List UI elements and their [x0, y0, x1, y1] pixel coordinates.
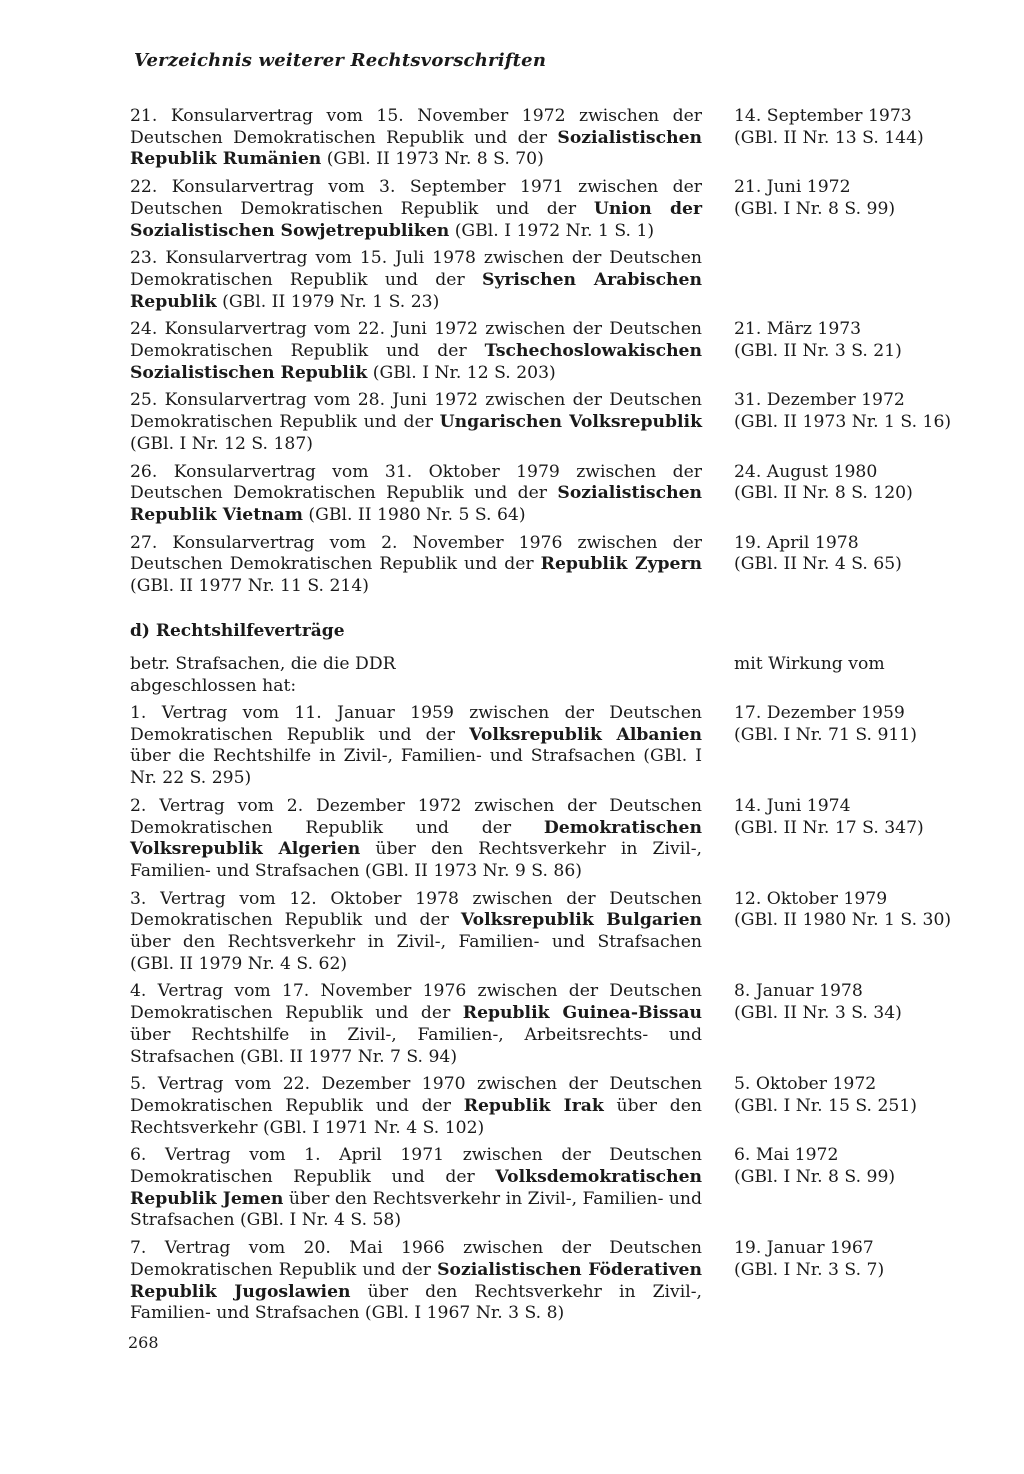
- treaty-text-lead: 21. Konsularvertrag vom 15. November 1972 zwischen der Deutschen Demokratischen Republik und der: [130, 106, 702, 148]
- treaty-text-tail: über den Rechtsverkehr in Zivil-, Familien- und Strafsachen (GBl. I Nr. 4 S. 58): [130, 1188, 703, 1231]
- effective-date-source: (GBl. I Nr. 3 S. 7): [734, 1259, 885, 1280]
- treaty-partner-name: Republik Guinea-Bissau: [462, 1003, 702, 1024]
- page-number: 268: [128, 1333, 159, 1352]
- treaty-entry: [130, 1238, 960, 1325]
- effective-date-value: 6. Mai 1972: [734, 1145, 839, 1166]
- treaty-partner-name: Syrischen Arabischen Republik: [130, 269, 702, 312]
- treaty-text-tail: über den Rechtsverkehr in Zivil-, Familien- und Strafsachen (GBl. II 1979 Nr. 4 S. 62): [130, 932, 702, 974]
- effective-date-value: 12. Oktober 1979: [734, 888, 888, 909]
- effective-date-source: (GBl. II Nr. 3 S. 34): [734, 1003, 902, 1024]
- effective-date-source: (GBl. II 1973 Nr. 1 S. 16): [734, 412, 952, 433]
- treaty-text-lead: 3. Vertrag vom 12. Oktober 1978 zwischen der Deutschen Demokratischen Republik und der: [130, 888, 702, 931]
- treaty-text-lead: 26. Konsularvertrag vom 31. Oktober 1979 zwischen der Deutschen Demokratischen Republik und der: [130, 461, 702, 504]
- treaty-partner-name: Volksrepublik Albanien: [469, 724, 702, 745]
- effective-date-value: 17. Dezember 1959: [734, 703, 905, 723]
- treaty-entry: [130, 177, 960, 242]
- treaty-partner-name: Demokratischen Volksrepublik Algerien: [130, 817, 702, 860]
- treaty-text-tail: über den Rechtsverkehr in Zivil-, Familien- und Strafsachen (GBl. II 1973 Nr. 9 S. 86): [130, 839, 702, 881]
- effective-date: [734, 981, 954, 1024]
- intro-line: betr. Strafsachen, die die DDR: [130, 654, 396, 674]
- treaty-partner-name: Union der Sozialistischen Sowjetrepubliken: [130, 198, 703, 241]
- effective-date: [734, 1145, 954, 1188]
- treaty-text: [130, 248, 702, 313]
- treaty-text-lead: 25. Konsularvertrag vom 28. Juni 1972 zwischen der Deutschen Demokratischen Republik und der: [130, 390, 702, 433]
- treaty-text-lead: 2. Vertrag vom 2. Dezember 1972 zwischen der Deutschen Demokratischen Republik und der: [130, 795, 702, 838]
- effective-date-source: (GBl. II 1980 Nr. 1 S. 30): [734, 910, 952, 931]
- treaty-text: [130, 462, 702, 527]
- effective-date: [734, 796, 954, 839]
- effective-date-source: (GBl. II Nr. 13 S. 144): [734, 127, 924, 148]
- treaty-text: [130, 796, 702, 883]
- treaty-partner-name: Volksdemokratischen Republik Jemen: [130, 1167, 702, 1209]
- effective-date-value: 31. Dezember 1972: [734, 390, 905, 411]
- treaty-text-tail: (GBl. II 1977 Nr. 11 S. 214): [130, 576, 369, 597]
- effective-date: [734, 533, 954, 576]
- effective-date: [734, 390, 954, 433]
- treaty-entry: [130, 1074, 960, 1139]
- treaty-partner-name: Ungarischen Volksrepublik: [439, 412, 702, 433]
- treaty-text-tail: über Rechtshilfe in Zivil-, Familien-, Arbeitsrechts- und Strafsachen (GBl. II 1977 Nr. 7 S. 94): [130, 1024, 702, 1067]
- treaty-partner-name: Republik Zypern: [540, 554, 702, 575]
- effective-date-value: 21. März 1973: [734, 319, 862, 340]
- treaty-text-lead: 6. Vertrag vom 1. April 1971 zwischen der Deutschen Demokratischen Republik und der: [130, 1145, 702, 1188]
- effective-date-source: (GBl. I Nr. 8 S. 99): [734, 1167, 896, 1188]
- treaty-entry: [130, 248, 960, 313]
- effective-date: [734, 1238, 954, 1281]
- treaty-entry: [130, 796, 960, 883]
- effective-date-source: (GBl. II Nr. 3 S. 21): [734, 341, 902, 362]
- treaty-text-tail: über den Rechtsverkehr in Zivil-, Familien- und Strafsachen (GBl. I 1967 Nr. 3 S. 8): [130, 1281, 702, 1324]
- effective-date-value: 14. Juni 1974: [734, 795, 851, 816]
- treaty-text-tail: (GBl. I Nr. 12 S. 187): [130, 433, 313, 454]
- effective-date: [734, 462, 954, 505]
- section-intro-text: [130, 654, 702, 697]
- effective-date-value: 8. Januar 1978: [734, 981, 863, 1002]
- effective-date: [734, 703, 954, 746]
- effective-date-source: (GBl. II Nr. 8 S. 120): [734, 483, 913, 504]
- intro-line: abgeschlossen hat:: [130, 675, 297, 696]
- section-heading: d) Rechtshilfeverträge: [130, 621, 345, 641]
- treaty-entry: [130, 390, 960, 455]
- treaty-entry: [130, 533, 960, 598]
- effective-date-source: (GBl. I Nr. 15 S. 251): [734, 1095, 917, 1116]
- effective-date: [734, 319, 954, 362]
- effective-date-source: (GBl. I Nr. 71 S. 911): [734, 724, 917, 745]
- treaty-text-tail: (GBl. II 1979 Nr. 1 S. 23): [216, 291, 440, 312]
- treaty-text-tail: (GBl. I Nr. 12 S. 203): [367, 362, 556, 383]
- treaty-entry: [130, 981, 960, 1068]
- effective-date-source: (GBl. I Nr. 8 S. 99): [734, 198, 896, 219]
- treaty-text: [130, 889, 702, 976]
- treaty-entry: [130, 1145, 960, 1232]
- treaty-text-lead: 24. Konsularvertrag vom 22. Juni 1972 zwischen der Deutschen Demokratischen Republik und der: [130, 319, 702, 362]
- treaty-text: [130, 981, 702, 1068]
- treaty-text: [130, 177, 702, 242]
- treaty-entry: [130, 319, 960, 384]
- effective-date-value: 24. August 1980: [734, 461, 878, 482]
- treaty-entry: [130, 106, 960, 171]
- effective-date-source: (GBl. II Nr. 17 S. 347): [734, 817, 924, 838]
- treaty-text: [130, 1074, 702, 1139]
- effective-date: [734, 106, 954, 149]
- section-intro: [130, 654, 960, 697]
- treaty-text-tail: über die Rechtshilfe in Zivil-, Familien- und Strafsachen (GBl. I Nr. 22 S. 295): [130, 746, 702, 789]
- effective-date-label: mit Wirkung vom: [734, 654, 885, 674]
- treaty-text: [130, 106, 702, 171]
- treaty-text: [130, 1238, 702, 1325]
- effective-date-source: (GBl. II Nr. 4 S. 65): [734, 554, 902, 575]
- treaty-entry: [130, 889, 960, 976]
- treaty-text: [130, 703, 702, 790]
- treaty-text-tail: (GBl. II 1980 Nr. 5 S. 64): [302, 504, 526, 525]
- effective-date-value: 5. Oktober 1972: [734, 1074, 877, 1095]
- legal-aid-treaty-list: [130, 703, 960, 1331]
- treaty-partner-name: Sozialistischen Republik Vietnam: [130, 483, 702, 525]
- effective-date-value: 19. April 1978: [734, 532, 859, 553]
- effective-date: [734, 1074, 954, 1117]
- treaty-text-tail: (GBl. I 1972 Nr. 1 S. 1): [449, 220, 655, 241]
- treaty-partner-name: Republik Irak: [463, 1095, 604, 1116]
- effective-date: [734, 889, 954, 932]
- treaty-partner-name: Sozialistischen Föderativen Republik Jugoslawien: [130, 1259, 702, 1302]
- treaty-text: [130, 1145, 702, 1232]
- treaty-entry: [130, 703, 960, 790]
- treaty-text-lead: 22. Konsularvertrag vom 3. September 1971 zwischen der Deutschen Demokratischen Republik und der: [130, 177, 702, 219]
- treaty-text-lead: 7. Vertrag vom 20. Mai 1966 zwischen der Deutschen Demokratischen Republik und der: [130, 1238, 702, 1280]
- treaty-text: [130, 319, 702, 384]
- effective-date: [734, 177, 954, 220]
- treaty-text: [130, 390, 702, 455]
- treaty-text-lead: 27. Konsularvertrag vom 2. November 1976 zwischen der Deutschen Demokratischen Republik und der: [130, 532, 702, 575]
- effective-date-value: 14. September 1973: [734, 106, 912, 126]
- effective-date-value: 19. Januar 1967: [734, 1238, 874, 1259]
- treaty-text-lead: 1. Vertrag vom 11. Januar 1959 zwischen der Deutschen Demokratischen Republik und der: [130, 703, 702, 745]
- effective-date-value: 21. Juni 1972: [734, 177, 851, 198]
- treaty-text: [130, 533, 702, 598]
- treaty-partner-name: Tschechoslowakischen Sozialistischen Republik: [130, 341, 702, 383]
- treaty-text-lead: 5. Vertrag vom 22. Dezember 1970 zwischen der Deutschen Demokratischen Republik und der: [130, 1074, 702, 1116]
- running-head: Verzeichnis weiterer Rechtsvorschriften: [134, 50, 547, 71]
- treaty-partner-name: Sozialistischen Republik Rumänien: [130, 127, 702, 170]
- treaty-text-lead: 4. Vertrag vom 17. November 1976 zwischen der Deutschen Demokratischen Republik und der: [130, 981, 702, 1024]
- treaty-partner-name: Volksrepublik Bulgarien: [460, 910, 703, 931]
- treaty-text-tail: über den Rechtsverkehr (GBl. I 1971 Nr. 4 S. 102): [130, 1095, 702, 1138]
- treaty-text-tail: (GBl. II 1973 Nr. 8 S. 70): [321, 149, 544, 170]
- treaty-entry: [130, 462, 960, 527]
- treaty-text-lead: 23. Konsularvertrag vom 15. Juli 1978 zwischen der Deutschen Demokratischen Republik und der: [130, 248, 702, 290]
- consular-treaty-list: [130, 106, 960, 604]
